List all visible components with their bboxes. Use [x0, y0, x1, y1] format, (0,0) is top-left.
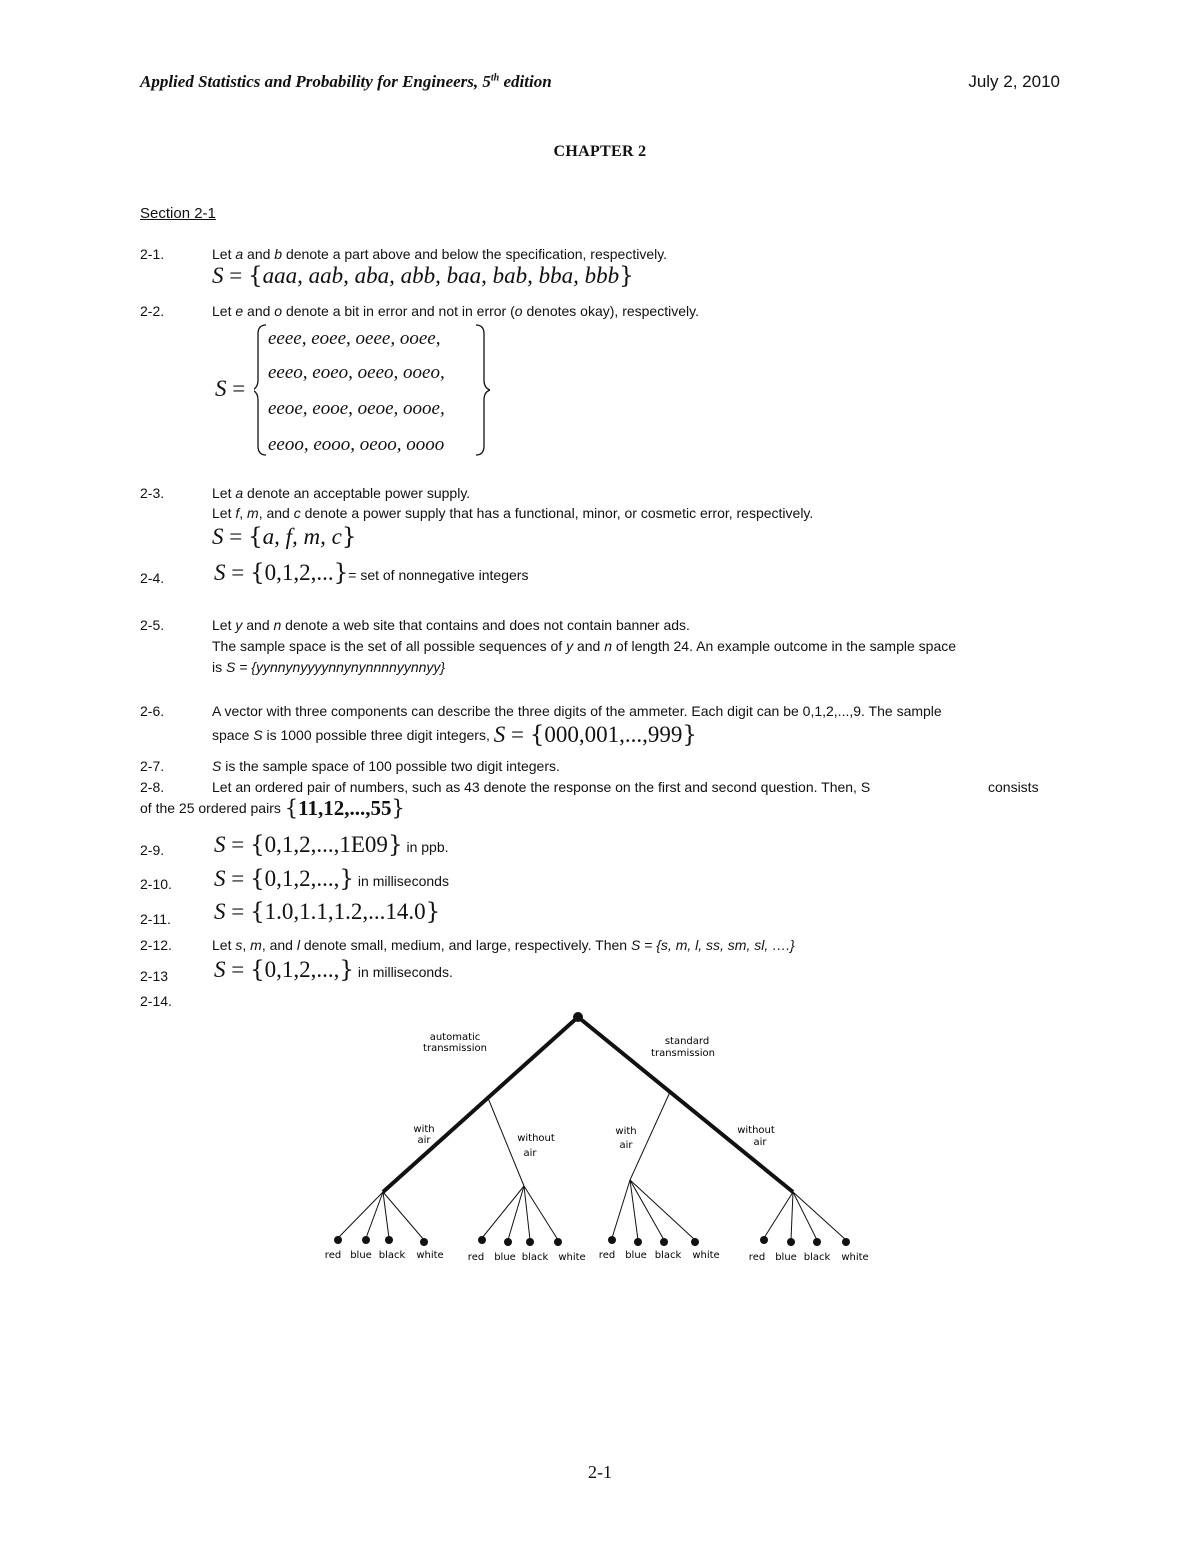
leaf-label-white: white: [416, 1250, 444, 1261]
label-automatic: automatic: [429, 1032, 481, 1043]
label-without-air: without: [737, 1125, 775, 1136]
section-heading: Section 2-1: [140, 205, 216, 222]
problem-number: 2-6.: [140, 703, 165, 719]
problem-text: The sample space is the set of all possible sequences of y and n of length 24. An example outcome in the sample space: [212, 638, 957, 654]
sample-space-equation: S = {a, f, m, c}: [212, 524, 357, 550]
problem-number: 2-4.: [140, 570, 165, 586]
label-with-air: with: [413, 1124, 435, 1135]
sample-space-equation: S = {0,1,2,...,} in milliseconds: [214, 866, 449, 892]
leaf-label-black: black: [521, 1252, 549, 1263]
problem-text: consists: [988, 779, 1039, 795]
leaf-label-blue: blue: [625, 1250, 647, 1261]
problem-text: Let y and n denote a web site that contains and does not contain banner ads.: [212, 617, 690, 633]
problem-text: of the 25 ordered pairs {11,12,...,55}: [140, 796, 405, 820]
set-row: eeoo, eooo, oeoo, oooo: [268, 434, 445, 455]
leaf-label-red: red: [324, 1250, 342, 1261]
problem-number: 2-14.: [140, 993, 172, 1009]
leaf-group: [608, 1180, 699, 1246]
sample-space-equation: S = {aaa, aab, aba, abb, baa, bab, bba, bbb}: [212, 263, 634, 289]
problem-text: space S is 1000 possible three digit integers, S = {000,001,...,999}: [212, 722, 697, 748]
leaf-label-red: red: [598, 1250, 616, 1261]
problem-text: is S = {yynnynyyyynnynynnnnyynnyy}: [212, 659, 446, 675]
sample-space-equation: S = {0,1,2,...}= set of nonnegative integers: [214, 560, 529, 586]
label-transmission: transmission: [423, 1043, 487, 1054]
sample-space-equation: S = {0,1,2,...,} in milliseconds.: [214, 957, 453, 983]
set-row: eeee, eoee, oeee, ooee,: [268, 328, 441, 349]
leaf-label-red: red: [748, 1252, 766, 1263]
leaf-label-red: red: [467, 1252, 485, 1263]
problem-number: 2-2.: [140, 303, 165, 319]
leaf-label-blue: blue: [494, 1252, 516, 1263]
page-number: 2-1: [588, 1462, 612, 1482]
problem-text: Let f, m, and c denote a power supply that has a functional, minor, or cosmetic error, respectively.: [212, 505, 814, 521]
leaf-label-white: white: [841, 1252, 869, 1263]
leaf-label-black: black: [378, 1250, 406, 1261]
problem-number: 2-13: [140, 968, 169, 984]
leaf-label-black: black: [803, 1252, 831, 1263]
problem-text: Let a denote an acceptable power supply.: [212, 485, 471, 501]
problem-text: A vector with three components can describe the three digits of the ammeter. Each digit can be 0,1,2,...,9. The sample: [212, 703, 942, 719]
leaf-label-white: white: [558, 1252, 586, 1263]
problem-number: 2-7.: [140, 758, 165, 774]
problem-number: 2-9.: [140, 842, 165, 858]
leaf-label-blue: blue: [775, 1252, 797, 1263]
leaf-group: [334, 1192, 428, 1246]
label-air: air: [417, 1135, 431, 1146]
label-transmission: transmission: [651, 1048, 715, 1059]
leaf-group: [478, 1186, 562, 1246]
problem-number: 2-5.: [140, 617, 165, 633]
problem-number: 2-8.: [140, 779, 165, 795]
label-air: air: [753, 1137, 767, 1148]
leaf-label-blue: blue: [350, 1250, 372, 1261]
leaf-label-black: black: [654, 1250, 682, 1261]
document-title: Applied Statistics and Probability for Engineers, 5th edition: [140, 72, 552, 91]
document-date: July 2, 2010: [968, 72, 1060, 91]
problem-number: 2-10.: [140, 876, 172, 892]
label-standard: standard: [664, 1036, 710, 1047]
problem-text: Let e and o denote a bit in error and not in error (o denotes okay), respectively.: [212, 303, 699, 319]
problem-number: 2-12.: [140, 937, 172, 953]
problem-number: 2-3.: [140, 485, 165, 501]
label-without-air: without: [517, 1133, 555, 1144]
problem-text: Let a and b denote a part above and below the specification, respectively.: [212, 246, 668, 262]
chapter-heading: CHAPTER 2: [553, 143, 647, 160]
problem-text: S is the sample space of 100 possible two digit integers.: [212, 758, 560, 774]
set-row: eeeo, eoeo, oeeo, ooeo,: [268, 362, 445, 383]
leaf-label-white: white: [692, 1250, 720, 1261]
label-air: air: [523, 1148, 537, 1159]
problem-text: Let s, m, and l denote small, medium, and large, respectively. Then S = {s, m, l, ss, sm, sl, ….}: [212, 937, 795, 953]
set-row: eeoe, eooe, oeoe, oooe,: [268, 398, 445, 419]
sample-space-symbol: S =: [215, 376, 246, 401]
label-with-air: with: [615, 1126, 637, 1137]
label-air: air: [619, 1140, 633, 1151]
problem-number: 2-1.: [140, 246, 165, 262]
problem-text: Let an ordered pair of numbers, such as 43 denote the response on the first and second question. Then, S: [212, 779, 871, 795]
leaf-group: [760, 1192, 850, 1246]
sample-space-equation: S = {0,1,2,...,1E09} in ppb.: [214, 832, 449, 858]
problem-number: 2-11.: [140, 911, 171, 927]
sample-space-equation: S = {1.0,1.1,1.2,...14.0}: [214, 899, 441, 925]
